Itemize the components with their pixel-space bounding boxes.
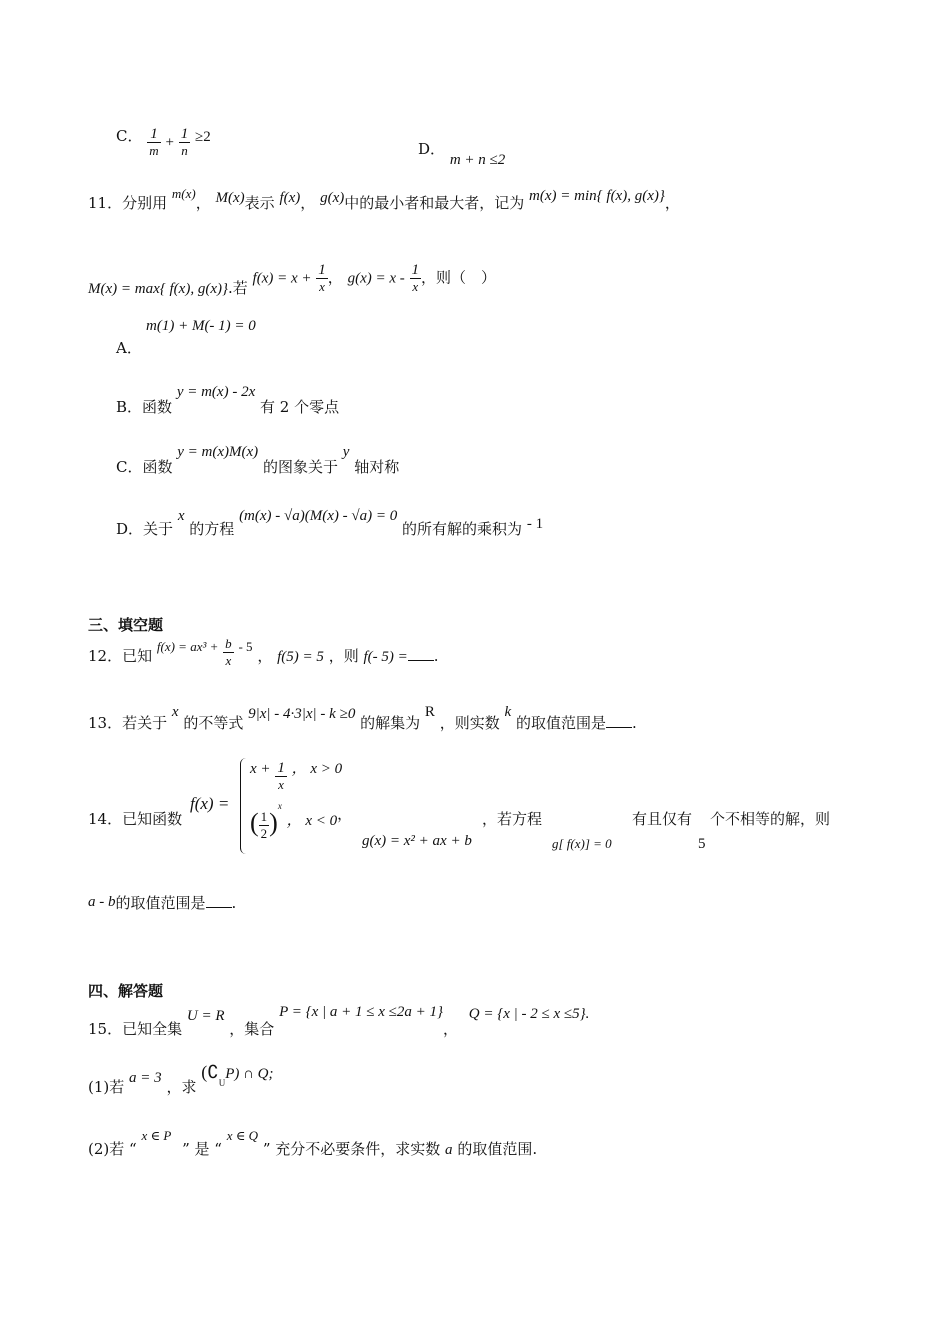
- answer-blank: [408, 646, 434, 661]
- option-label: D．: [418, 140, 446, 158]
- q14-eq: g[ f(x)] = 0: [552, 836, 612, 851]
- q11-option-d: D．关于 x 的方程 (m(x) - √a)(M(x) - √a) = 0 的所有解的乘积为 - 1: [116, 508, 544, 538]
- q11-line2: M(x) = max{ f(x), g(x)}.若 f(x) = x + $\frac{1}{x}$ ， g(x) = x - $\frac{1}{x}$ ，则（ ）: [88, 262, 497, 297]
- q13: 13．若关于 x 的不等式 9|x| - 4·3|x| - k ≥0 的解集为 R ，则实数 k 的取值范围是 .: [88, 704, 637, 732]
- q14-brace: [240, 758, 249, 854]
- q14-f-lhs: f(x) =: [190, 794, 230, 813]
- q11-line1: 11．分别用 m(x)， M(x)表示 f(x)， g(x)中的最小者和最大者，记为 m(x) = min{ f(x), g(x)}，: [88, 186, 680, 212]
- fraction: $\frac{1}{m}$: [149, 126, 159, 158]
- q14-line2: a - b的取值范围是 .: [88, 894, 237, 912]
- q14-text1: ，若方程: [482, 810, 543, 828]
- answer-blank: [606, 713, 632, 728]
- q12: 12．已知 f(x) = ax³ + $\frac{b}{x}$ - 5 ， f(5) = 5 ，则 f(- 5) = .: [88, 636, 439, 668]
- q10-option-d: [418, 140, 506, 168]
- q15: 15．已知全集 U = R ，集合 P = {x | a + 1 ≤ x ≤2a + 1}， Q = {x | - 2 ≤ x ≤5}.: [88, 1004, 590, 1038]
- q15-part1: (1)若 a = 3 ，求 $(∁_UP)$ ∩ Q;: [88, 1062, 274, 1096]
- q11-option-b: B．函数 y = m(x) - 2x 有 2 个零点: [116, 384, 340, 416]
- section-title: 四、解答题: [88, 982, 164, 1000]
- q11-option-a: m(1) + M(- 1) = 0 A．: [116, 318, 256, 357]
- q14-g-def: g(x) = x² + ax + b: [362, 833, 472, 849]
- q10-option-c: C． $\frac{1}{m}$ + $\frac{1}{n}$ ≥2: [116, 126, 211, 158]
- section-title: 三、填空题: [88, 616, 164, 634]
- option-label: C．: [116, 126, 143, 145]
- q14-text3: 个不相等的解，则: [710, 810, 831, 828]
- q14-case2: ( $\frac{1}{2}$ )$^x$ ， x < 0，: [250, 801, 353, 841]
- q14-text2: 有且仅有: [632, 810, 693, 828]
- answer-blank: [206, 893, 232, 908]
- q14-label: 14．已知函数: [88, 810, 183, 828]
- q11-option-c: C．函数 y = m(x)M(x) 的图象关于 y 轴对称: [116, 444, 400, 476]
- q15-part2: (2)若 “ x ∈ P ” 是 “ x ∈ Q ” 充分不必要条件，求实数 a 的取值范围.: [88, 1128, 538, 1158]
- fraction: $\frac{1}{n}$: [180, 126, 189, 158]
- math-expr: m + n ≤2: [449, 152, 506, 168]
- q14-case1: x + $\frac{1}{x}$ ， x > 0: [250, 760, 343, 792]
- q14-five: 5: [698, 836, 706, 852]
